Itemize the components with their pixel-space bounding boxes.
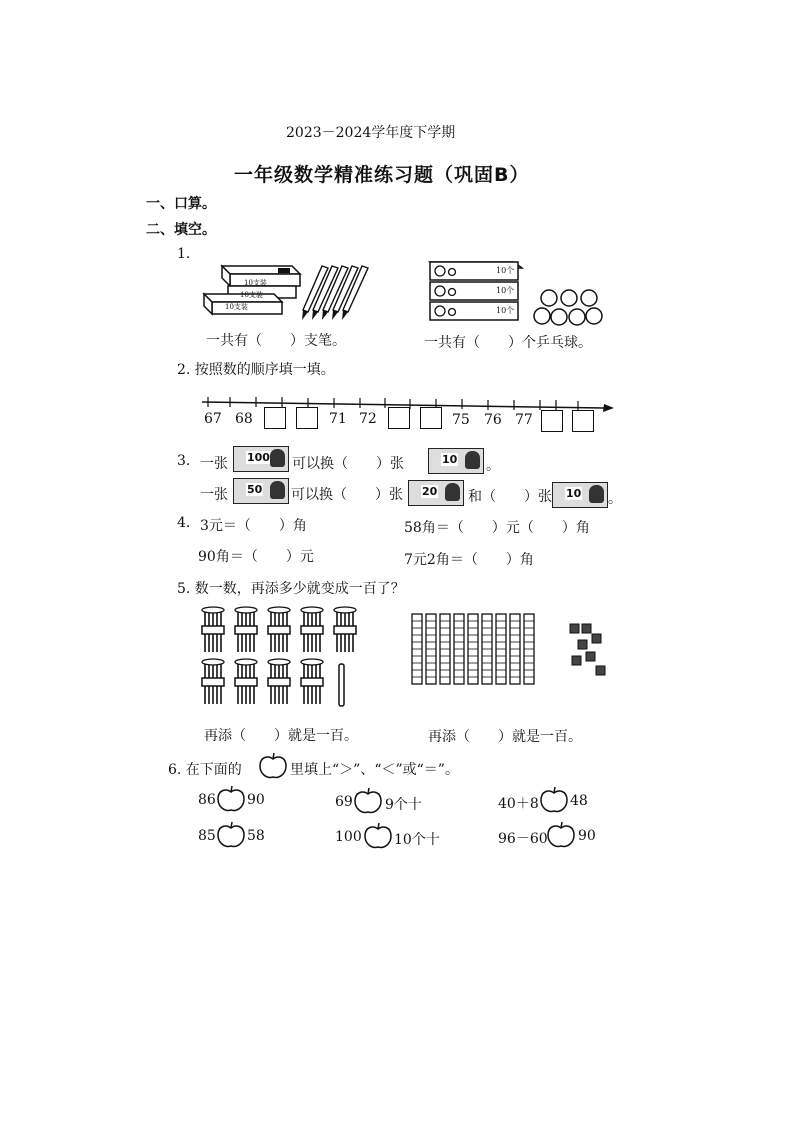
stick-bundle bbox=[235, 607, 257, 652]
q3-line2-start: 一张 bbox=[200, 487, 228, 503]
compare-left: 85 bbox=[198, 828, 216, 844]
unit-cube bbox=[582, 624, 591, 633]
stick-bundles-illustration bbox=[198, 606, 358, 710]
ten-rod bbox=[412, 614, 422, 684]
apple-answer-icon[interactable] bbox=[353, 785, 383, 815]
pingpong-box-label: 10个 bbox=[496, 266, 515, 275]
compare-left: 100 bbox=[335, 829, 362, 845]
unit-cube bbox=[570, 624, 579, 633]
apple-answer-icon[interactable] bbox=[216, 783, 246, 813]
banknote-100-icon bbox=[233, 446, 289, 472]
pencil-box-label: 10支装 bbox=[225, 303, 248, 311]
worksheet-title: 一年级数学精准练习题（巩固B） bbox=[234, 164, 530, 186]
compare-right: 9个十 bbox=[385, 797, 422, 813]
ten-rod bbox=[440, 614, 450, 684]
pingpong-question: 一共有（ ）个乒乓球。 bbox=[424, 335, 592, 351]
loose-pencils-illustration bbox=[294, 262, 366, 322]
compare-right: 48 bbox=[570, 793, 588, 809]
ten-rod bbox=[482, 614, 492, 684]
portrait-icon bbox=[465, 451, 480, 469]
q3-line2-and: 和（ ）张 bbox=[468, 489, 552, 505]
q6-prompt-end: 里填上“＞”、“＜”或“＝”。 bbox=[290, 762, 459, 778]
answer-box[interactable] bbox=[264, 407, 286, 429]
stick-bundle bbox=[334, 607, 356, 652]
stick-bundle bbox=[235, 659, 257, 704]
apple-answer-icon[interactable] bbox=[216, 819, 246, 849]
unit-cube bbox=[592, 634, 601, 643]
pencils-question: 一共有（ ）支笔。 bbox=[206, 333, 346, 349]
banknote-value: 20 bbox=[422, 485, 438, 498]
compare-right: 90 bbox=[247, 792, 265, 808]
number-label: 67 bbox=[204, 411, 222, 427]
number-label: 76 bbox=[484, 412, 502, 428]
section-fill-blank: 二、填空。 bbox=[146, 222, 216, 238]
portrait-icon bbox=[445, 483, 460, 501]
compare-right: 58 bbox=[247, 828, 265, 844]
q3-line2-middle: 可以换（ ）张 bbox=[291, 487, 403, 503]
pingpong-box-label: 10个 bbox=[496, 286, 515, 295]
banknote-value: 50 bbox=[247, 483, 263, 496]
base-ten-blocks-illustration bbox=[410, 612, 606, 686]
q4-item-d: 7元2角＝（ ）角 bbox=[404, 552, 534, 568]
compare-left: 69 bbox=[335, 794, 353, 810]
ten-rod bbox=[426, 614, 436, 684]
stick-bundle bbox=[301, 607, 323, 652]
banknote-value: 10 bbox=[566, 487, 582, 500]
compare-left: 96－60 bbox=[498, 831, 548, 847]
ten-rod bbox=[496, 614, 506, 684]
q3-line1-middle: 可以换（ ）张 bbox=[292, 456, 404, 472]
unit-cube bbox=[572, 656, 581, 665]
pingpong-balls-illustration bbox=[534, 288, 604, 328]
q2-prompt: 2. 按照数的顺序填一填。 bbox=[177, 362, 335, 378]
q6-prompt-start: 6. 在下面的 bbox=[168, 762, 242, 778]
answer-box[interactable] bbox=[296, 407, 318, 429]
q4-item-c: 90角＝（ ）元 bbox=[198, 549, 314, 565]
worksheet-year: 2023－2024学年度下学期 bbox=[286, 125, 456, 141]
single-stick bbox=[339, 664, 344, 706]
ten-rod bbox=[454, 614, 464, 684]
answer-box[interactable] bbox=[420, 407, 442, 429]
stick-bundle bbox=[202, 607, 224, 652]
banknote-50-icon bbox=[233, 478, 289, 504]
banknote-10-icon bbox=[552, 482, 608, 508]
portrait-icon bbox=[589, 485, 604, 503]
unit-cube bbox=[586, 652, 595, 661]
apple-answer-icon[interactable] bbox=[363, 820, 393, 850]
number-label: 72 bbox=[359, 411, 377, 427]
q3-line1-start: 一张 bbox=[200, 456, 228, 472]
apple-answer-icon[interactable] bbox=[546, 819, 576, 849]
apple-icon bbox=[258, 750, 288, 780]
number-label: 75 bbox=[452, 412, 470, 428]
q3-number: 3. bbox=[177, 453, 191, 469]
answer-box[interactable] bbox=[388, 407, 410, 429]
pingpong-box-label: 10个 bbox=[496, 306, 515, 315]
portrait-icon bbox=[270, 481, 285, 499]
compare-left: 40＋8 bbox=[498, 796, 539, 812]
q3-line2-end: 。 bbox=[608, 491, 622, 507]
unit-cube bbox=[578, 640, 587, 649]
section-oral-calc: 一、口算。 bbox=[146, 196, 216, 212]
banknote-value: 100 bbox=[247, 451, 270, 464]
compare-right: 10个十 bbox=[394, 832, 440, 848]
stick-bundle bbox=[268, 659, 290, 704]
pencil-box-label: 10支装 bbox=[240, 291, 263, 299]
q4-item-a: 3元＝（ ）角 bbox=[200, 518, 307, 534]
q5-right-answer: 再添（ ）就是一百。 bbox=[428, 729, 582, 745]
q1-number: 1. bbox=[177, 246, 191, 262]
ten-rod bbox=[510, 614, 520, 684]
stick-bundle bbox=[268, 607, 290, 652]
banknote-10-icon bbox=[428, 448, 484, 474]
q5-left-answer: 再添（ ）就是一百。 bbox=[204, 728, 358, 744]
number-label: 71 bbox=[329, 411, 347, 427]
portrait-icon bbox=[270, 449, 285, 467]
number-label: 68 bbox=[235, 411, 253, 427]
q4-number: 4. bbox=[177, 515, 191, 531]
answer-box[interactable] bbox=[541, 410, 563, 432]
apple-answer-icon[interactable] bbox=[539, 784, 569, 814]
ten-rod bbox=[468, 614, 478, 684]
compare-right: 90 bbox=[578, 828, 596, 844]
stick-bundle bbox=[202, 659, 224, 704]
answer-box[interactable] bbox=[572, 410, 594, 432]
banknote-value: 10 bbox=[442, 453, 458, 466]
q4-item-b: 58角＝（ ）元（ ）角 bbox=[404, 520, 590, 536]
banknote-20-icon bbox=[408, 480, 464, 506]
q5-prompt: 5. 数一数，再添多少就变成一百了？ bbox=[177, 581, 405, 597]
ten-rod bbox=[524, 614, 534, 684]
pencil-box-label: 10支装 bbox=[244, 279, 267, 287]
number-label: 77 bbox=[515, 412, 533, 428]
q3-line1-end: 。 bbox=[486, 458, 500, 474]
unit-cube bbox=[596, 666, 605, 675]
compare-left: 86 bbox=[198, 792, 216, 808]
stick-bundle bbox=[301, 659, 323, 704]
